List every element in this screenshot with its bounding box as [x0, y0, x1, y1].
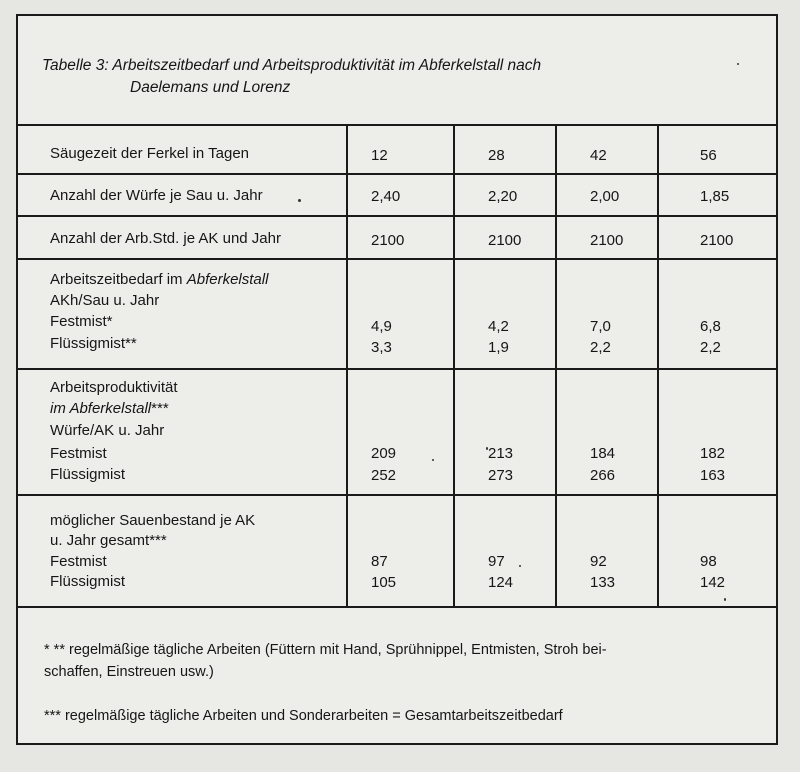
row-arbeitszeit-fluessigmist-2: 1,9	[488, 339, 509, 356]
row-produktivitaet-fluessigmist-label: Flüssigmist	[50, 466, 126, 483]
footnote-1-line2: schaffen, Einstreuen usw.)	[44, 664, 214, 680]
row-arbstd-value-1: 2100	[371, 232, 405, 249]
row-wuerfe-value-3: 2,00	[590, 188, 620, 205]
row-produktivitaet-label-italic	[50, 398, 169, 419]
row-sauenbestand-label2: u. Jahr gesamt***	[50, 532, 167, 549]
row-arbstd-value-4: 2100	[700, 232, 734, 249]
row-wuerfe-value-4: 1,85	[700, 188, 730, 205]
row-wuerfe-value-2: 2,20	[488, 188, 518, 205]
row-sauenbestand-fluessigmist-2: 124	[488, 574, 514, 591]
row-arbeitszeit-label	[50, 269, 268, 290]
row-wuerfe-label: Anzahl der Würfe je Sau u. Jahr	[50, 187, 263, 204]
divider-row2	[16, 215, 778, 217]
row-saeugezeit-value-2: 28	[488, 147, 505, 164]
row-arbeitszeit-fluessigmist-4: 2,2	[700, 339, 721, 356]
row-arbeitszeit-festmist-2: 4,2	[488, 318, 509, 335]
footnote-1-line1: * ** regelmäßige tägliche Arbeiten (Füttern mit Hand, Sprühnippel, Entmisten, Stroh bei-	[44, 642, 607, 658]
row-arbeitszeit-label-italic: Abferkelstall	[186, 271, 269, 288]
row-arbeitszeit-fluessigmist-label: Flüssigmist**	[50, 335, 137, 352]
row-produktivitaet-fluessigmist-4: 163	[700, 467, 726, 484]
column-divider-3	[555, 124, 557, 607]
column-divider-1	[346, 124, 348, 607]
row-arbeitszeit-fluessigmist-1: 3,3	[371, 339, 392, 356]
row-saeugezeit-value-4: 56	[700, 147, 717, 164]
divider-row4	[16, 368, 778, 370]
divider-row3	[16, 258, 778, 260]
row-produktivitaet-fluessigmist-1: 252	[371, 467, 397, 484]
divider-footer	[16, 606, 778, 608]
row-sauenbestand-fluessigmist-1: 105	[371, 574, 397, 591]
row-produktivitaet-fluessigmist-3: 266	[590, 467, 616, 484]
row-arbeitszeit-label-plain: Arbeitszeitbedarf im	[50, 271, 187, 288]
print-speck	[298, 199, 301, 202]
row-produktivitaet-label-suffix: ***	[151, 400, 169, 417]
row-produktivitaet-label-italic-text: im Abferkelstall	[50, 400, 152, 417]
row-arbeitszeit-festmist-1: 4,9	[371, 318, 392, 335]
print-speck	[737, 63, 739, 65]
row-wuerfe-value-1: 2,40	[371, 188, 401, 205]
row-sauenbestand-label: möglicher Sauenbestand je AK	[50, 512, 256, 529]
row-saeugezeit-label: Säugezeit der Ferkel in Tagen	[50, 145, 250, 162]
row-produktivitaet-festmist-1: 209	[371, 445, 397, 462]
row-arbstd-label: Anzahl der Arb.Std. je AK und Jahr	[50, 230, 281, 247]
table-title	[42, 55, 742, 99]
row-produktivitaet-fluessigmist-2: 273	[488, 467, 514, 484]
row-produktivitaet-festmist-label: Festmist	[50, 445, 107, 462]
row-sauenbestand-fluessigmist-label: Flüssigmist	[50, 573, 126, 590]
row-sauenbestand-fluessigmist-3: 133	[590, 574, 616, 591]
row-arbeitszeit-festmist-3: 7,0	[590, 318, 611, 335]
row-saeugezeit-value-3: 42	[590, 147, 607, 164]
divider-title	[16, 124, 778, 126]
row-arbeitszeit-festmist-label: Festmist*	[50, 313, 113, 330]
print-speck	[724, 598, 726, 601]
print-speck	[432, 459, 434, 461]
print-speck	[486, 447, 488, 450]
row-arbstd-value-3: 2100	[590, 232, 624, 249]
row-arbeitszeit-festmist-4: 6,8	[700, 318, 721, 335]
table-title-line1: Tabelle 3: Arbeitszeitbedarf und Arbeitsproduktivität im Abferkelstall nach	[42, 57, 542, 74]
table-title-line2: Daelemans und Lorenz	[130, 79, 291, 96]
row-sauenbestand-festmist-label: Festmist	[50, 553, 107, 570]
divider-row1	[16, 173, 778, 175]
footnote-2: *** regelmäßige tägliche Arbeiten und Sonderarbeiten = Gesamtarbeitszeitbedarf	[44, 708, 563, 724]
row-sauenbestand-festmist-1: 87	[371, 553, 388, 570]
row-saeugezeit-value-1: 12	[371, 147, 388, 164]
column-divider-4	[657, 124, 659, 607]
row-produktivitaet-unit: Würfe/AK u. Jahr	[50, 422, 165, 439]
row-produktivitaet-festmist-2: 213	[488, 445, 514, 462]
row-arbstd-value-2: 2100	[488, 232, 522, 249]
row-produktivitaet-label: Arbeitsproduktivität	[50, 379, 178, 396]
row-produktivitaet-festmist-3: 184	[590, 445, 616, 462]
row-sauenbestand-festmist-2: 97	[488, 553, 505, 570]
row-sauenbestand-fluessigmist-4: 142	[700, 574, 726, 591]
print-speck	[519, 565, 521, 567]
row-arbeitszeit-unit: AKh/Sau u. Jahr	[50, 292, 160, 309]
divider-row5	[16, 494, 778, 496]
row-produktivitaet-festmist-4: 182	[700, 445, 726, 462]
row-arbeitszeit-fluessigmist-3: 2,2	[590, 339, 611, 356]
row-sauenbestand-festmist-4: 98	[700, 553, 717, 570]
column-divider-2	[453, 124, 455, 607]
row-sauenbestand-festmist-3: 92	[590, 553, 607, 570]
